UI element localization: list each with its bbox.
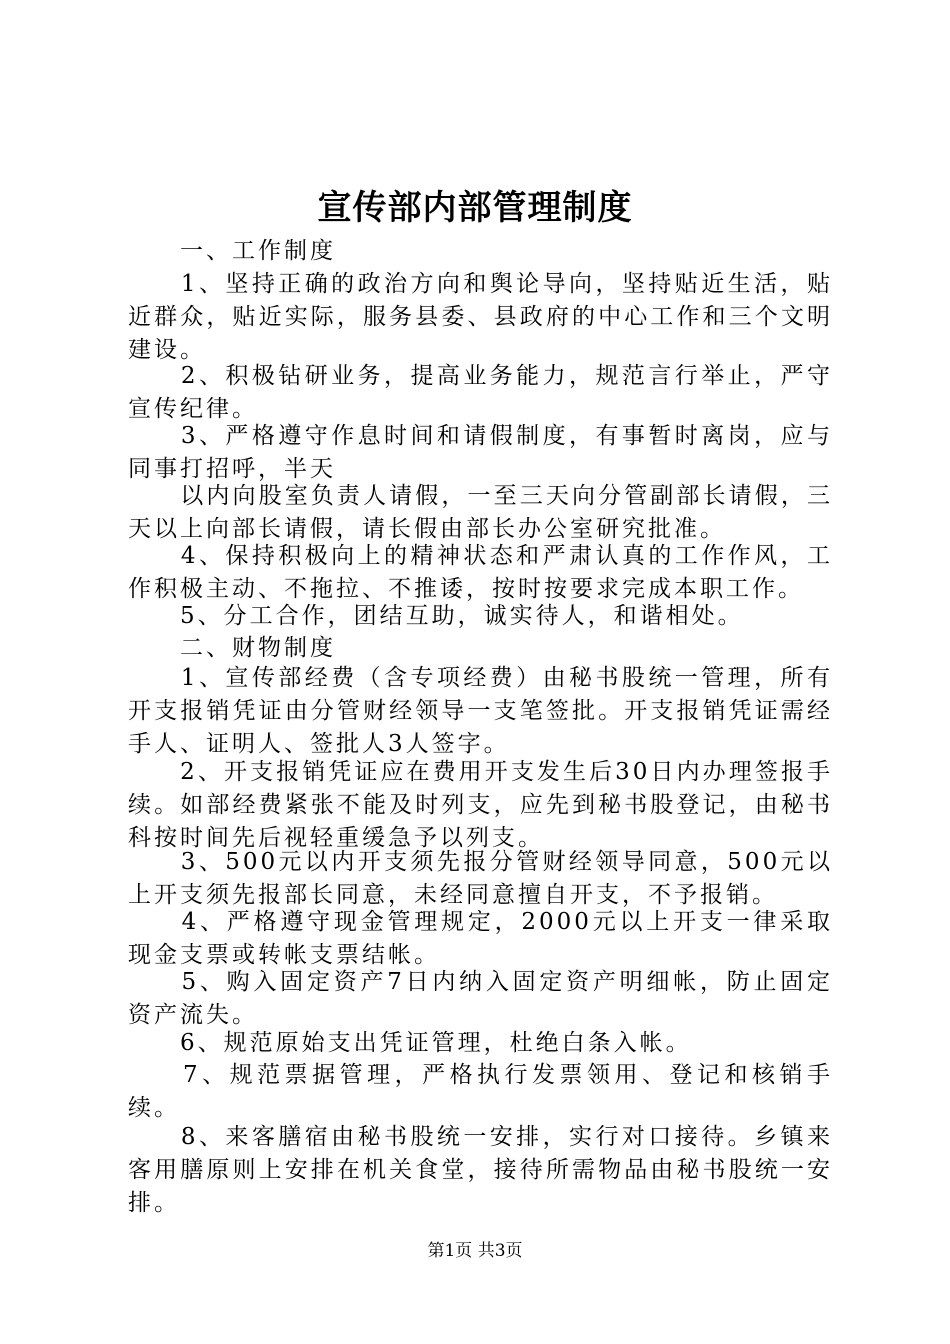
paragraph: 6、规范原始支出凭证管理，杜绝白条入帐。 [128, 1030, 692, 1056]
paragraph: 7、规范票据管理，严格执行发票领用、登记和核销手续。 [128, 1062, 833, 1121]
paragraph: 2、积极钻研业务，提高业务能力，规范言行举止，严守宣传纪律。 [128, 363, 833, 422]
paragraph: 8、来客膳宿由秘书股统一安排，实行对口接待。乡镇来客用膳原则上安排在机关食堂，接待所需物品由秘书股统一安排。 [128, 1124, 833, 1216]
paragraph: 以内向股室负责人请假，一至三天向分管副部长请假，三天以上向部长请假，请长假由部长办公室研究批准。 [128, 483, 833, 542]
paragraph: 3、严格遵守作息时间和请假制度，有事暂时离岗，应与同事打招呼，半天 [128, 423, 833, 482]
paragraph: 5、分工合作，团结互助，诚实待人，和谐相处。 [128, 603, 744, 629]
section-heading: 二、财物制度 [128, 635, 336, 661]
paragraph: 2、开支报销凭证应在费用开支发生后30日内办理签报手续。如部经费紧张不能及时列支，应先到秘书股登记，由秘书科按时间先后视轻重缓急予以列支。 [128, 759, 833, 851]
document-title: 宣传部内部管理制度 [317, 188, 633, 228]
paragraph: 1、坚持正确的政治方向和舆论导向，坚持贴近生活，贴近群众，贴近实际，服务县委、县政府的中心工作和三个文明建设。 [128, 271, 833, 363]
paragraph: 5、购入固定资产7日内纳入固定资产明细帐，防止固定资产流失。 [128, 969, 833, 1028]
paragraph: 4、保持积极向上的精神状态和严肃认真的工作作风，工作积极主动、不拖拉、不推诿，按时按要求完成本职工作。 [128, 543, 833, 602]
section-heading: 一、工作制度 [128, 238, 336, 264]
paragraph: 4、严格遵守现金管理规定，2000元以上开支一律采取现金支票或转帐支票结帐。 [128, 909, 833, 968]
page-footer: 第1页 共3页 [427, 1241, 523, 1261]
paragraph: 1、宣传部经费（含专项经费）由秘书股统一管理，所有开支报销凭证由分管财经领导一支笔签批。开支报销凭证需经手人、证明人、签批人3人签字。 [128, 665, 833, 757]
paragraph: 3、500元以内开支须先报分管财经领导同意，500元以上开支须先报部长同意，未经同意擅自开支，不予报销。 [128, 849, 833, 908]
